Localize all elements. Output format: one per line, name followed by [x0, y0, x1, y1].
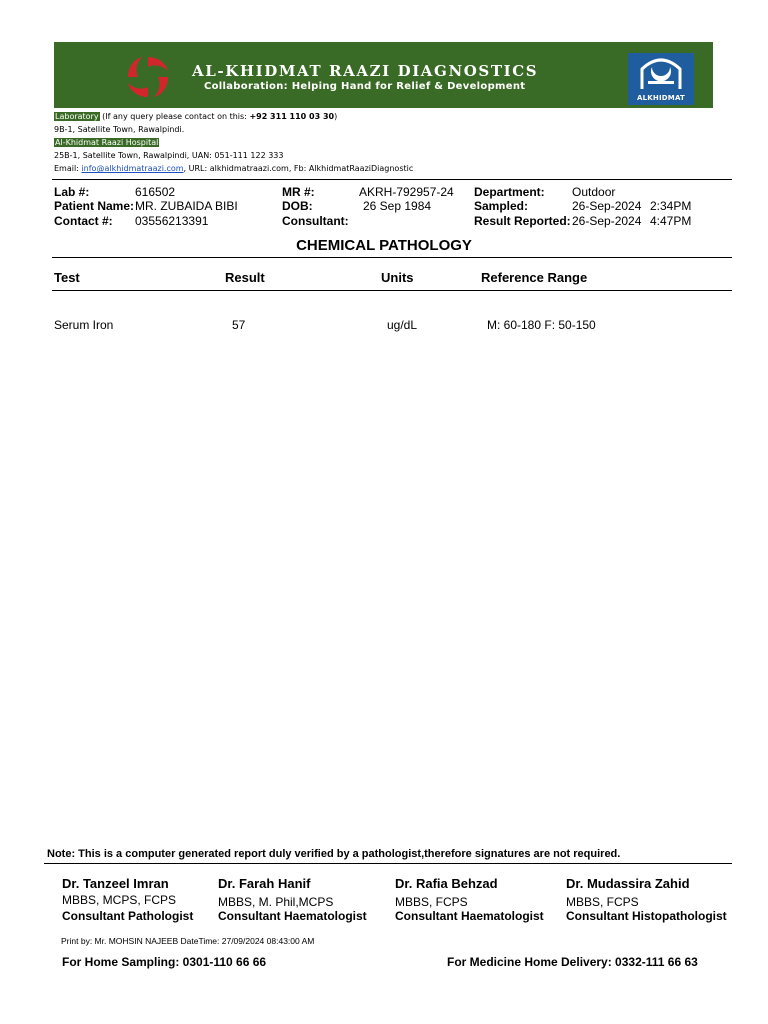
home-sampling: For Home Sampling: 0301-110 66 66 [62, 955, 267, 969]
doctor-name: Dr. Tanzeel Imran [62, 876, 169, 891]
hospital-label: Al-Khidmat Raazi Hospital [55, 138, 159, 147]
test-result: 57 [232, 318, 246, 332]
swirl-logo-icon [124, 53, 172, 101]
email-line [54, 163, 413, 174]
email-prefix: Email: [54, 164, 82, 173]
banner-title: AL-KHIDMAT RAAZI DIAGNOSTICS [192, 62, 539, 80]
reported-label: Result Reported: [474, 214, 571, 228]
alkhidmat-logo [628, 53, 694, 105]
sampled-time: 2:34PM [650, 199, 692, 213]
col-result-header: Result [225, 270, 265, 285]
doctor-name: Dr. Farah Hanif [218, 876, 311, 891]
doctor-role: Consultant Haematologist [395, 909, 544, 923]
reported-date: 26-Sep-2024 [572, 214, 642, 228]
section-title: CHEMICAL PATHOLOGY [296, 237, 472, 254]
doctor-qualification: MBBS, MCPS, FCPS [62, 893, 177, 907]
lab-query-text: (If any query please contact on this: [102, 112, 250, 121]
doctor-qualification: MBBS, M. Phil,MCPS [218, 895, 334, 909]
reported-time: 4:47PM [650, 214, 692, 228]
header-banner [54, 42, 713, 108]
crescent-arch-icon [638, 55, 684, 91]
mr-label: MR #: [282, 185, 315, 199]
sampled-date: 26-Sep-2024 [572, 199, 642, 213]
contact-value: 03556213391 [135, 214, 209, 228]
lab-phone-close: ) [334, 112, 338, 121]
print-info: Print by: Mr. MOHSIN NAJEEB DateTime: 27/09/2024 08:43:00 AM [61, 936, 315, 946]
hospital-line [54, 137, 159, 148]
consultant-label: Consultant: [282, 214, 349, 228]
department-label: Department: [474, 185, 545, 199]
doctor-name: Dr. Mudassira Zahid [566, 876, 690, 891]
divider [52, 257, 732, 258]
doctor-name: Dr. Rafia Behzad [395, 876, 498, 891]
medicine-delivery: For Medicine Home Delivery: 0332-111 66 63 [447, 955, 698, 969]
mr-value: AKRH-792957-24 [359, 185, 454, 199]
col-reference-header: Reference Range [481, 270, 588, 285]
lab-no-label: Lab #: [54, 185, 90, 199]
lab-no-value: 616502 [135, 185, 176, 199]
test-reference-range: M: 60-180 F: 50-150 [487, 318, 596, 332]
divider [52, 290, 732, 291]
lab-address: 9B-1, Satellite Town, Rawalpindi. [54, 125, 185, 134]
patient-name-label: Patient Name: [54, 199, 135, 213]
doctor-role: Consultant Haematologist [218, 909, 367, 923]
doctor-qualification: MBBS, FCPS [566, 895, 639, 909]
test-units: ug/dL [387, 318, 418, 332]
col-test-header: Test [54, 270, 80, 285]
doctor-role: Consultant Histopathologist [566, 909, 727, 923]
verification-note: Note: This is a computer generated report duly verified by a pathologist,therefore signatures are not required. [47, 848, 621, 860]
divider [44, 863, 732, 864]
doctor-qualification: MBBS, FCPS [395, 895, 468, 909]
doctor-role: Consultant Pathologist [62, 909, 194, 923]
email-link[interactable]: info@alkhidmatraazi.com [81, 164, 184, 173]
contact-label: Contact #: [54, 214, 113, 228]
test-name: Serum Iron [54, 318, 114, 332]
lab-phone: +92 311 110 03 30 [249, 112, 335, 121]
col-units-header: Units [381, 270, 414, 285]
url-fb-text: , URL: alkhidmatraazi.com, Fb: AlkhidmatRaaziDiagnostic [183, 164, 414, 173]
department-value: Outdoor [572, 185, 616, 199]
dob-value: 26 Sep 1984 [363, 199, 432, 213]
lab-label: Laboratory [55, 112, 99, 121]
lab-contact-line [54, 111, 337, 122]
hospital-address: 25B-1, Satellite Town, Rawalpindi, UAN: 051-111 122 333 [54, 151, 284, 160]
patient-name-value: MR. ZUBAIDA BIBI [135, 199, 238, 213]
divider [52, 179, 732, 180]
sampled-label: Sampled: [474, 199, 529, 213]
banner-subtitle: Collaboration: Helping Hand for Relief & Development [204, 81, 526, 92]
logo-text: ALKHIDMAT [637, 94, 685, 102]
dob-label: DOB: [282, 199, 313, 213]
